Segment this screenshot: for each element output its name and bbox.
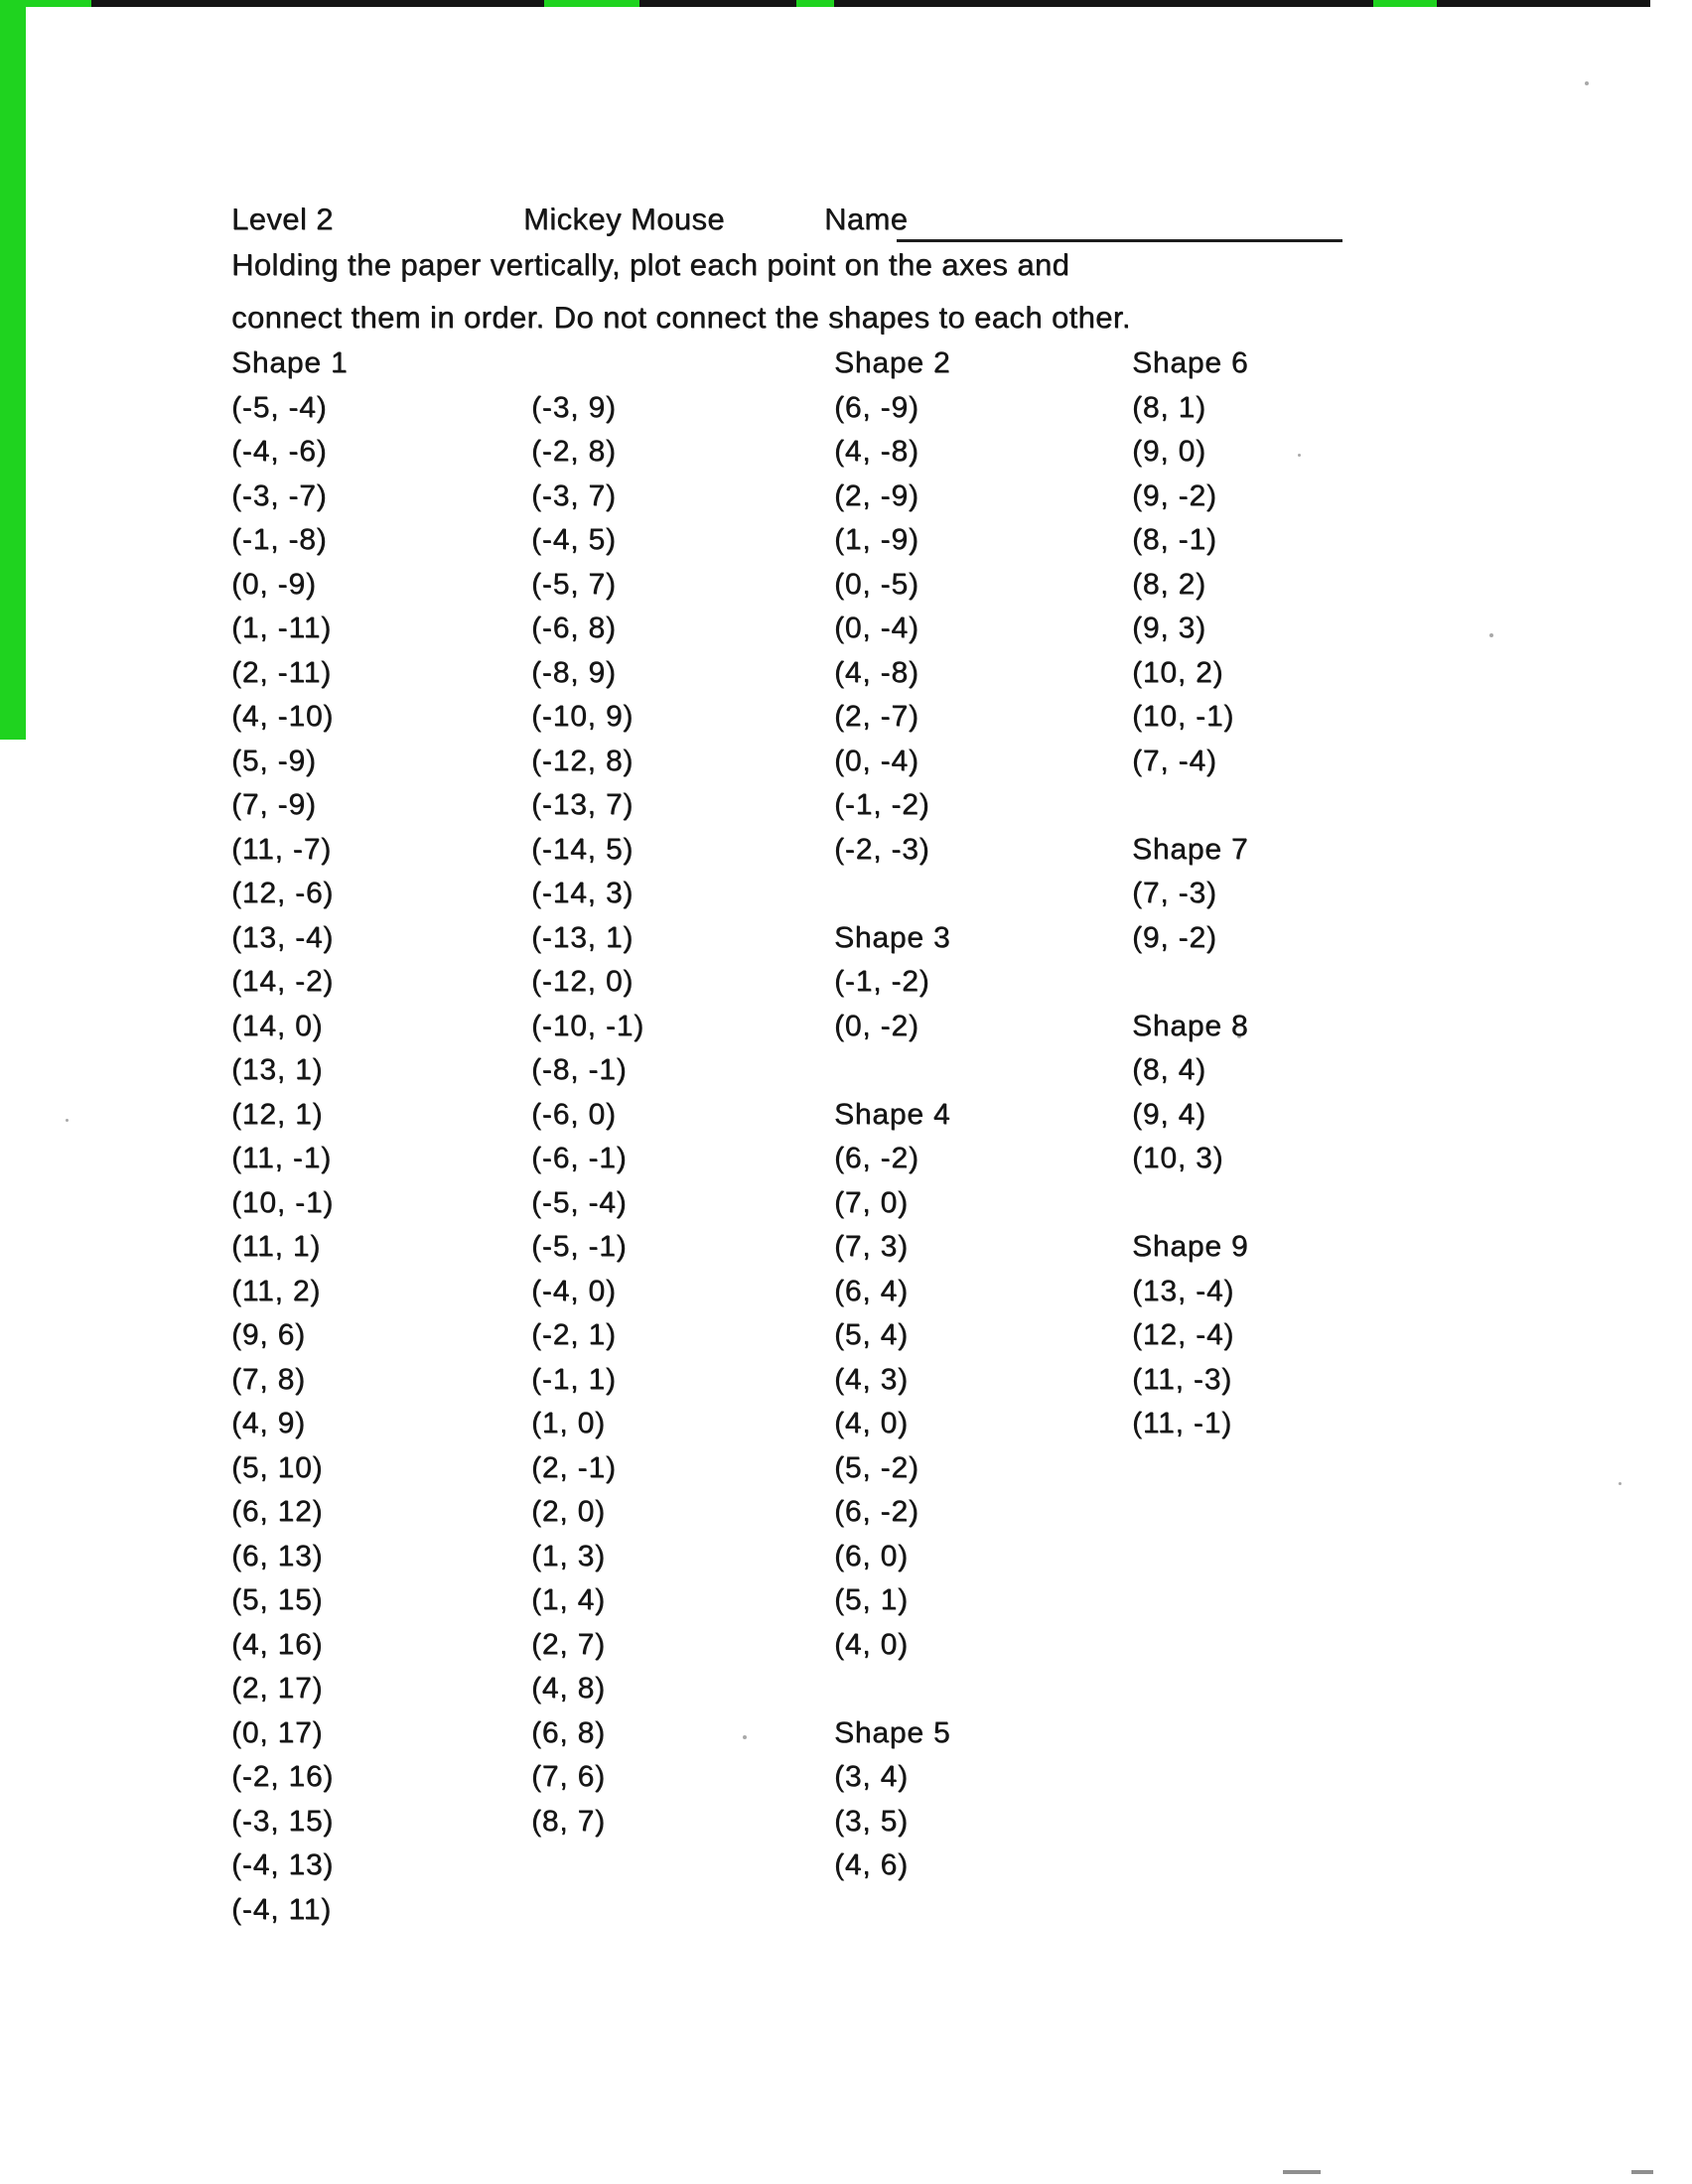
scan-green-strip xyxy=(0,0,26,740)
coordinate-point: (7, 8) xyxy=(231,1362,306,1396)
coordinate-point: (-4, 11) xyxy=(231,1892,332,1926)
blank-row xyxy=(834,1667,950,1711)
blank-row xyxy=(531,341,644,386)
coordinate-point: (-3, 15) xyxy=(231,1804,335,1838)
coordinate-column xyxy=(1132,341,1248,1446)
coordinate-point: (12, -4) xyxy=(1132,1318,1235,1352)
instructions-line: connect them in order. Do not connect the shapes to each other. xyxy=(231,300,1131,335)
coordinate-point: (2, 17) xyxy=(231,1672,324,1706)
coordinate-point: (11, 1) xyxy=(231,1230,322,1264)
coordinate-point: (-10, 9) xyxy=(531,700,634,734)
coordinate-point: (1, -11) xyxy=(231,612,332,645)
name-label: Name xyxy=(824,202,909,236)
shape-header: Shape 9 xyxy=(1132,1230,1249,1264)
coordinate-point: (4, -8) xyxy=(834,655,919,689)
shape-header: Shape 4 xyxy=(834,1097,951,1131)
shape-header: Shape 6 xyxy=(1132,346,1249,380)
coordinate-point: (7, 6) xyxy=(531,1760,606,1794)
coordinate-point: (4, 0) xyxy=(834,1407,909,1440)
coordinate-point: (8, -1) xyxy=(1132,523,1217,557)
coordinate-point: (-13, 1) xyxy=(531,920,634,954)
coordinate-point: (-3, 9) xyxy=(531,390,617,424)
shape-header: Shape 1 xyxy=(231,346,349,380)
coordinate-point: (7, 0) xyxy=(834,1185,909,1219)
scan-bottom-dash xyxy=(1283,2170,1321,2174)
coordinate-point: (2, -1) xyxy=(531,1450,617,1484)
coordinate-point: (0, -4) xyxy=(834,612,919,645)
coordinate-point: (-2, -3) xyxy=(834,832,930,866)
coordinate-point: (11, -7) xyxy=(231,832,332,866)
coordinate-point: (7, 3) xyxy=(834,1230,909,1264)
coordinate-point: (5, 4) xyxy=(834,1318,909,1352)
coordinate-point: (2, -9) xyxy=(834,478,919,512)
scan-speck xyxy=(66,1119,69,1122)
coordinate-point: (-1, -8) xyxy=(231,523,328,557)
coordinate-point: (9, 6) xyxy=(231,1318,306,1352)
coordinate-point: (14, 0) xyxy=(231,1009,324,1042)
coordinate-point: (4, 6) xyxy=(834,1848,909,1882)
coordinate-point: (-2, 1) xyxy=(531,1318,617,1352)
coordinate-point: (10, 2) xyxy=(1132,655,1224,689)
coordinate-point: (1, -9) xyxy=(834,523,919,557)
coordinate-point: (8, 4) xyxy=(1132,1053,1206,1087)
coordinate-point: (10, -1) xyxy=(231,1185,335,1219)
coordinate-point: (-2, 8) xyxy=(531,435,617,469)
coordinate-point: (-5, -4) xyxy=(531,1185,628,1219)
coordinate-point: (3, 4) xyxy=(834,1760,909,1794)
shape-header: Shape 5 xyxy=(834,1715,951,1749)
coordinate-point: (4, 9) xyxy=(231,1407,306,1440)
coordinate-point: (4, 0) xyxy=(834,1627,909,1661)
coordinate-point: (8, 1) xyxy=(1132,390,1206,424)
coordinate-point: (11, -3) xyxy=(1132,1362,1232,1396)
scan-speck xyxy=(1619,1482,1622,1485)
coordinate-point: (0, -5) xyxy=(834,567,919,601)
coordinate-point: (-14, 5) xyxy=(531,832,634,866)
coordinate-point: (5, -2) xyxy=(834,1450,919,1484)
coordinate-point: (8, 2) xyxy=(1132,567,1206,601)
coordinate-point: (-8, 9) xyxy=(531,655,617,689)
coordinate-point: (4, -10) xyxy=(231,700,335,734)
coordinate-point: (0, -2) xyxy=(834,1009,919,1042)
scan-bottom-dash xyxy=(1631,2170,1653,2174)
coordinate-point: (4, 3) xyxy=(834,1362,909,1396)
coordinate-point: (7, -9) xyxy=(231,788,317,822)
coordinate-point: (4, -8) xyxy=(834,435,919,469)
coordinate-point: (9, 3) xyxy=(1132,612,1206,645)
shape-header: Shape 7 xyxy=(1132,832,1249,866)
shape-header: Shape 8 xyxy=(1132,1009,1249,1042)
scan-speck xyxy=(743,1735,747,1739)
page-title: Mickey Mouse xyxy=(523,202,725,236)
coordinate-point: (-4, -6) xyxy=(231,435,328,469)
name-blank-line xyxy=(897,239,1342,242)
coordinate-point: (1, 3) xyxy=(531,1539,606,1572)
coordinate-point: (6, 0) xyxy=(834,1539,909,1572)
coordinate-point: (-3, 7) xyxy=(531,478,617,512)
coordinate-point: (7, -3) xyxy=(1132,877,1217,910)
scan-speck xyxy=(1585,81,1589,85)
coordinate-point: (8, 7) xyxy=(531,1804,606,1838)
blank-row xyxy=(834,872,950,916)
coordinate-point: (6, -2) xyxy=(834,1495,919,1529)
coordinate-point: (-13, 7) xyxy=(531,788,634,822)
coordinate-point: (-5, -1) xyxy=(531,1230,628,1264)
coordinate-point: (11, -1) xyxy=(1132,1407,1232,1440)
coordinate-point: (-8, -1) xyxy=(531,1053,628,1087)
coordinate-point: (6, -9) xyxy=(834,390,919,424)
coordinate-point: (6, -2) xyxy=(834,1142,919,1175)
shape-header: Shape 2 xyxy=(834,346,951,380)
coordinate-point: (9, -2) xyxy=(1132,478,1217,512)
coordinate-point: (10, 3) xyxy=(1132,1142,1224,1175)
blank-row xyxy=(834,1048,950,1093)
coordinate-point: (-4, 13) xyxy=(231,1848,335,1882)
coordinate-point: (11, -1) xyxy=(231,1142,332,1175)
coordinate-point: (6, 4) xyxy=(834,1274,909,1307)
coordinate-point: (12, 1) xyxy=(231,1097,324,1131)
coordinate-point: (-6, -1) xyxy=(531,1142,628,1175)
coordinate-point: (9, -2) xyxy=(1132,920,1217,954)
scan-green-segment xyxy=(1373,0,1437,7)
coordinate-point: (13, -4) xyxy=(231,920,335,954)
coordinate-point: (6, 12) xyxy=(231,1495,324,1529)
coordinate-point: (4, 8) xyxy=(531,1672,606,1706)
coordinate-point: (13, -4) xyxy=(1132,1274,1235,1307)
blank-row xyxy=(1132,960,1248,1005)
coordinate-point: (5, -9) xyxy=(231,744,317,777)
coordinate-point: (-6, 8) xyxy=(531,612,617,645)
coordinate-point: (1, 0) xyxy=(531,1407,606,1440)
coordinate-point: (-12, 8) xyxy=(531,744,634,777)
coordinate-point: (11, 2) xyxy=(231,1274,322,1307)
coordinate-point: (-4, 0) xyxy=(531,1274,617,1307)
blank-row xyxy=(1132,1181,1248,1226)
instructions-line: Holding the paper vertically, plot each point on the axes and xyxy=(231,247,1070,282)
coordinate-point: (3, 5) xyxy=(834,1804,909,1838)
coordinate-point: (-6, 0) xyxy=(531,1097,617,1131)
coordinate-point: (0, 17) xyxy=(231,1715,324,1749)
coordinate-point: (1, 4) xyxy=(531,1583,606,1617)
level-label: Level 2 xyxy=(231,202,334,236)
coordinate-point: (-1, 1) xyxy=(531,1362,617,1396)
coordinate-point: (2, -7) xyxy=(834,700,919,734)
coordinate-column xyxy=(531,341,644,1843)
coordinate-point: (-12, 0) xyxy=(531,965,634,999)
coordinate-point: (14, -2) xyxy=(231,965,335,999)
coordinate-point: (-10, -1) xyxy=(531,1009,644,1042)
coordinate-point: (9, 0) xyxy=(1132,435,1206,469)
coordinate-column xyxy=(231,341,348,1932)
coordinate-point: (2, -11) xyxy=(231,655,332,689)
shape-header: Shape 3 xyxy=(834,920,951,954)
coordinate-point: (2, 0) xyxy=(531,1495,606,1529)
coordinate-point: (-14, 3) xyxy=(531,877,634,910)
coordinate-point: (13, 1) xyxy=(231,1053,324,1087)
coordinate-point: (5, 15) xyxy=(231,1583,324,1617)
coordinate-point: (5, 1) xyxy=(834,1583,909,1617)
coordinate-point: (-3, -7) xyxy=(231,478,328,512)
coordinate-point: (7, -4) xyxy=(1132,744,1217,777)
scan-green-segment xyxy=(796,0,834,7)
coordinate-point: (0, -9) xyxy=(231,567,317,601)
coordinate-point: (6, 8) xyxy=(531,1715,606,1749)
coordinate-point: (6, 13) xyxy=(231,1539,324,1572)
scan-speck xyxy=(1489,633,1493,637)
coordinate-point: (5, 10) xyxy=(231,1450,324,1484)
blank-row xyxy=(1132,783,1248,828)
coordinate-point: (-1, -2) xyxy=(834,788,930,822)
coordinate-point: (9, 4) xyxy=(1132,1097,1206,1131)
coordinate-point: (-5, 7) xyxy=(531,567,617,601)
coordinate-point: (-1, -2) xyxy=(834,965,930,999)
coordinate-point: (2, 7) xyxy=(531,1627,606,1661)
coordinate-point: (4, 16) xyxy=(231,1627,324,1661)
scan-green-segment xyxy=(544,0,639,7)
coordinate-point: (-4, 5) xyxy=(531,523,617,557)
coordinate-point: (-5, -4) xyxy=(231,390,328,424)
coordinate-column xyxy=(834,341,950,1888)
coordinate-point: (0, -4) xyxy=(834,744,919,777)
coordinate-point: (-2, 16) xyxy=(231,1760,335,1794)
coordinate-point: (10, -1) xyxy=(1132,700,1235,734)
scan-speck xyxy=(1298,454,1301,457)
coordinate-point: (12, -6) xyxy=(231,877,335,910)
